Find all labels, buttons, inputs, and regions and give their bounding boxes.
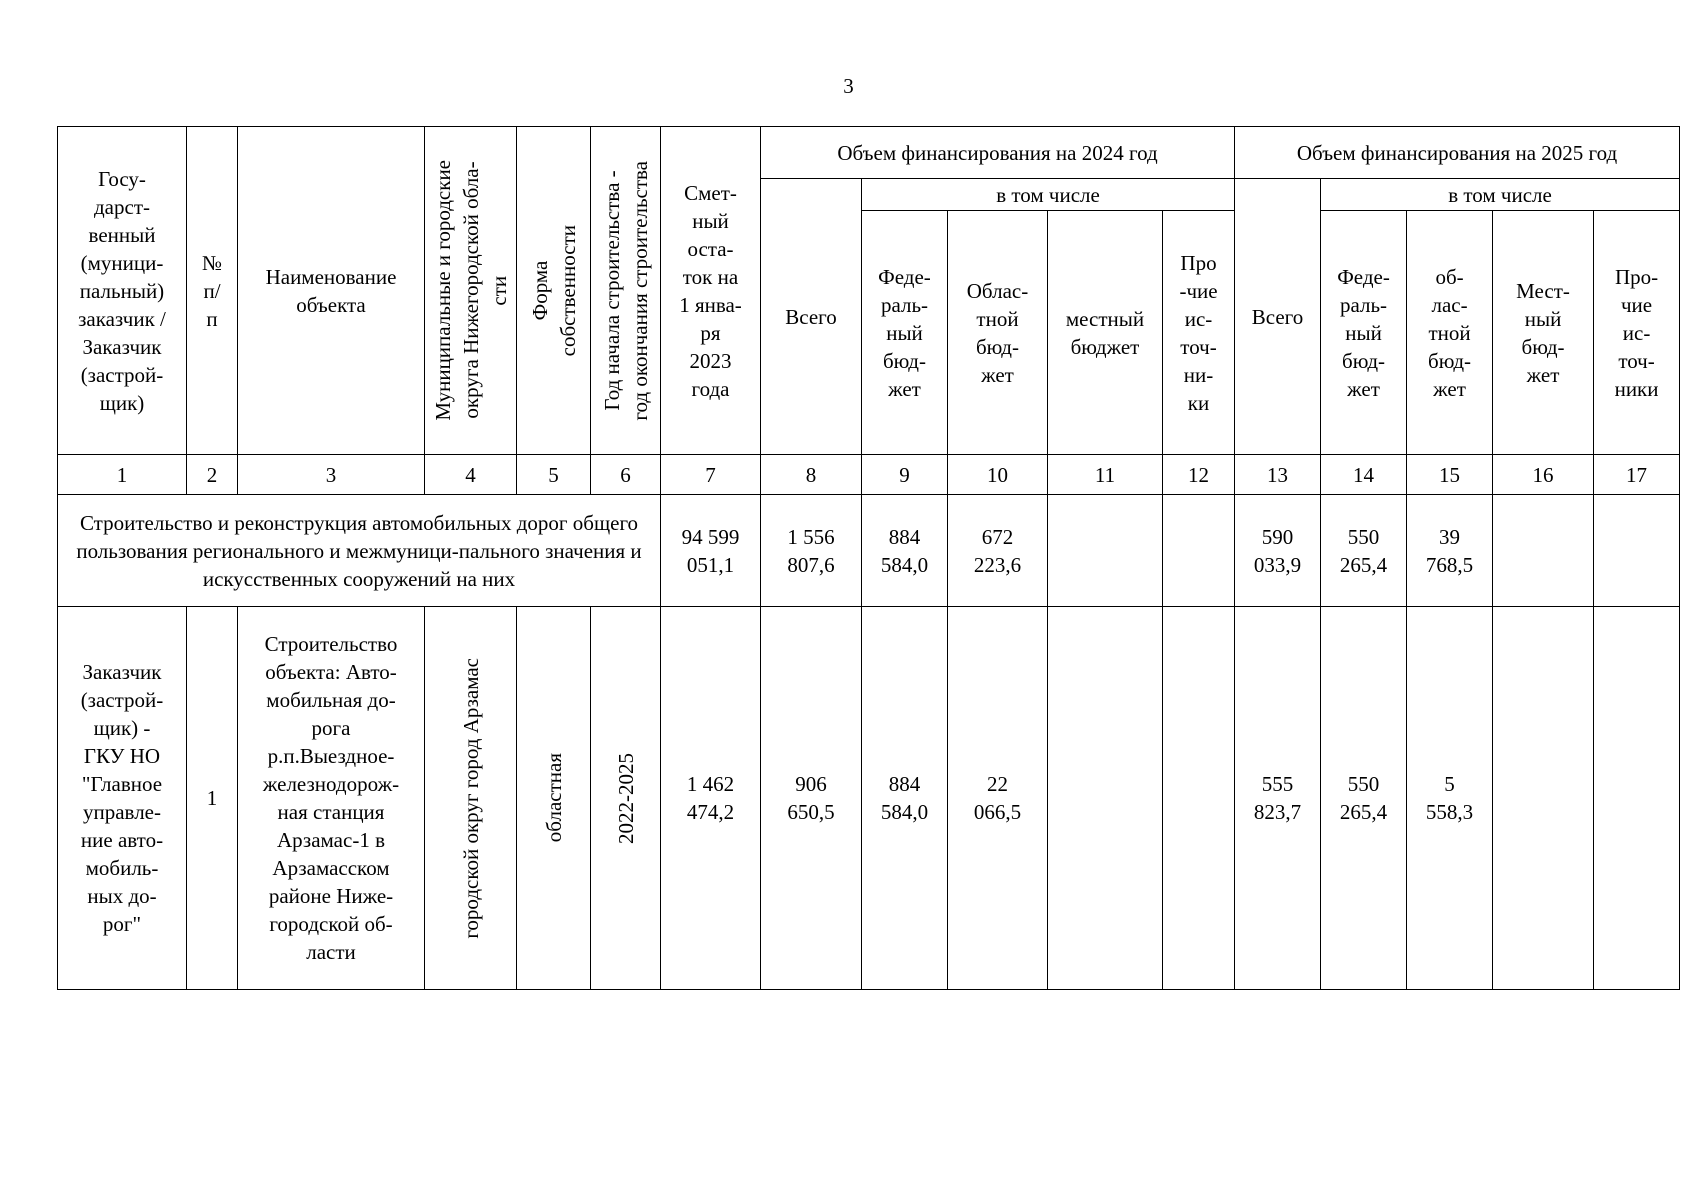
row-customer: Заказчик (застрой- щик) - ГКУ НО "Главное управле- ние авто- мобиль- ных до- рог": [58, 607, 187, 990]
section-local-2024: [1048, 495, 1163, 607]
row-local-2024: [1048, 607, 1163, 990]
column-number: 2: [187, 455, 238, 495]
column-numbers-row: [58, 455, 1680, 495]
row-regional-2024: 22 066,5: [948, 607, 1048, 990]
header-including-2025: в том числе: [1321, 179, 1680, 211]
section-total-2025: 590 033,9: [1235, 495, 1321, 607]
row-estimate: 1 462 474,2: [661, 607, 761, 990]
header-other-2024: Про -чие ис- точ- ни- ки: [1163, 211, 1235, 455]
row-municipality-cell: [425, 607, 517, 990]
section-federal-2025: 550 265,4: [1321, 495, 1407, 607]
section-other-2024: [1163, 495, 1235, 607]
column-number: 6: [591, 455, 661, 495]
header-including-2024: в том числе: [862, 179, 1235, 211]
row-other-2024: [1163, 607, 1235, 990]
row-local-2025: [1493, 607, 1594, 990]
section-total-2024: 1 556 807,6: [761, 495, 862, 607]
page-number: 3: [843, 74, 854, 98]
section-regional-2024: 672 223,6: [948, 495, 1048, 607]
header-federal-2025: Феде- раль- ный бюд- жет: [1321, 211, 1407, 455]
header-customer: Госу- дарст- венный (муници- пальный) заказчик / Заказчик (застрой- щик): [58, 127, 187, 455]
row-total-2024: 906 650,5: [761, 607, 862, 990]
row-federal-2024: 884 584,0: [862, 607, 948, 990]
column-number: 8: [761, 455, 862, 495]
column-number: 4: [425, 455, 517, 495]
row-number: 1: [187, 607, 238, 990]
section-estimate: 94 599 051,1: [661, 495, 761, 607]
column-number: 15: [1407, 455, 1493, 495]
column-number: 10: [948, 455, 1048, 495]
column-number: 7: [661, 455, 761, 495]
header-municipalities-cell: [425, 127, 517, 455]
section-federal-2024: 884 584,0: [862, 495, 948, 607]
header-total-2025: Всего: [1235, 179, 1321, 455]
row-federal-2025: 550 265,4: [1321, 607, 1407, 990]
header-object-name: Наименование объекта: [238, 127, 425, 455]
header-ownership-cell: [517, 127, 591, 455]
header-other-2025: Про- чие ис- точ- ники: [1594, 211, 1680, 455]
row-total-2025: 555 823,7: [1235, 607, 1321, 990]
column-number: 9: [862, 455, 948, 495]
header-years-cell: [591, 127, 661, 455]
section-other-2025: [1594, 495, 1680, 607]
header-local-2025: Мест- ный бюд- жет: [1493, 211, 1594, 455]
header-municipalities: Муниципальные и городские округа Нижегородской обла- сти: [430, 160, 511, 421]
column-number: 13: [1235, 455, 1321, 495]
header-regional-2025: об- лас- тной бюд- жет: [1407, 211, 1493, 455]
row-years-cell: [591, 607, 661, 990]
header-total-2024: Всего: [761, 179, 862, 455]
column-number: 1: [58, 455, 187, 495]
header-estimate: Смет- ный оста- ток на 1 янва- ря 2023 года: [661, 127, 761, 455]
section-row: [58, 495, 1680, 607]
header-federal-2024: Феде- раль- ный бюд- жет: [862, 211, 948, 455]
column-number: 12: [1163, 455, 1235, 495]
header-local-2024: местный бюджет: [1048, 211, 1163, 455]
financing-table: [57, 126, 1680, 990]
row-other-2025: [1594, 607, 1680, 990]
section-title: Строительство и реконструкция автомобильных дорог общего пользования регионального и межмуници-пального значения и искусственных сооружений на них: [58, 495, 661, 607]
column-number: 5: [517, 455, 591, 495]
row-municipality: городской округ город Арзамас: [458, 657, 483, 939]
row-regional-2025: 5 558,3: [1407, 607, 1493, 990]
column-number: 3: [238, 455, 425, 495]
row-years: 2022-2025: [613, 752, 638, 844]
header-regional-2024: Облас- тной бюд- жет: [948, 211, 1048, 455]
header-number: № п/ п: [187, 127, 238, 455]
column-number: 11: [1048, 455, 1163, 495]
section-local-2025: [1493, 495, 1594, 607]
header-years: Год начала строительства - год окончания строительства: [599, 160, 652, 421]
header-funding-2025: Объем финансирования на 2025 год: [1235, 127, 1680, 179]
data-row: [58, 607, 1680, 990]
column-number: 14: [1321, 455, 1407, 495]
row-object-name: Строительство объекта: Авто- мобильная до- рога р.п.Выездное- железнодорож- ная станция Арзамас-1 в Арзамасском районе Ниже- городской об- ласти: [238, 607, 425, 990]
row-ownership: областная: [541, 753, 566, 843]
column-number: 17: [1594, 455, 1680, 495]
header-funding-2024: Объем финансирования на 2024 год: [761, 127, 1235, 179]
row-ownership-cell: [517, 607, 591, 990]
section-regional-2025: 39 768,5: [1407, 495, 1493, 607]
header-row-1: [58, 127, 1680, 179]
column-number: 16: [1493, 455, 1594, 495]
header-ownership: Форма собственности: [527, 224, 580, 357]
